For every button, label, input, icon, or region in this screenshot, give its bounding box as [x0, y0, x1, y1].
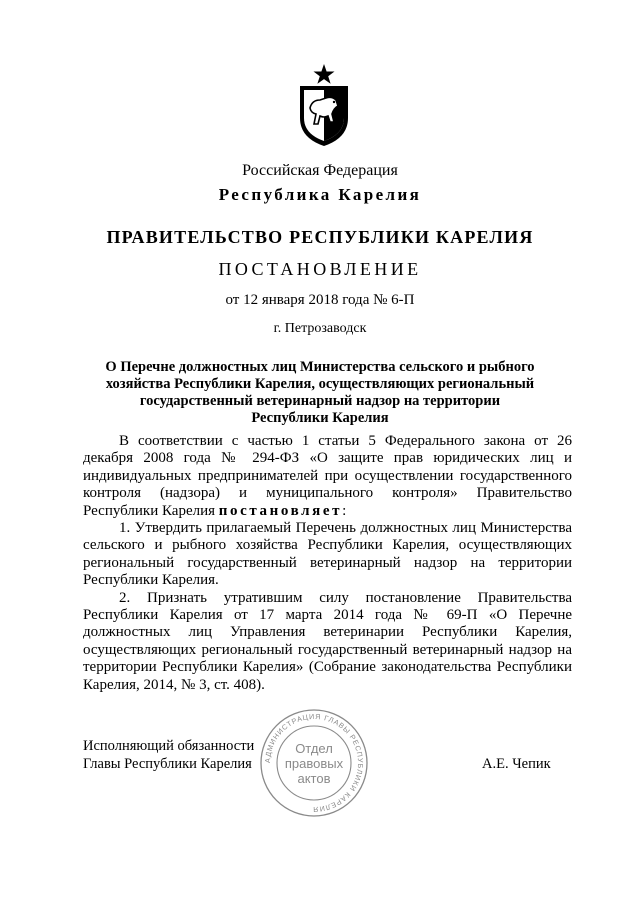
position-line: Главы Республики Карелия	[83, 755, 252, 772]
preamble-colon: :	[342, 502, 347, 519]
title-line: О Перечне должностных лиц Министерства сельского и рыбного	[105, 359, 535, 375]
item-2-paragraph: 2. Признать утратившим силу постановление Правительства Республики Карелия от 17 марта 2014 года № 69-П «О Перечне должностных лиц Управления ветеринарии Республики Карелия, осуществляющих региональный государственный ветеринарный надзор на территории Республики Карелия» (Собрание законодательства Республики Карелия, 2014, № 3, ст. 408).	[83, 589, 572, 693]
city: г. Петрозаводск	[273, 321, 367, 336]
country-name: Российская Федерация	[242, 162, 398, 179]
stamp-line: правовых	[284, 756, 344, 771]
position-line: Исполняющий обязанности	[83, 738, 255, 754]
signatory-name: А.Е. Чепик	[482, 756, 551, 772]
document-title	[80, 359, 560, 427]
title-line: государственный ветеринарный надзор на территории	[139, 393, 501, 409]
stamp-line: актов	[297, 771, 331, 786]
item-1-paragraph: 1. Утвердить прилагаемый Перечень должностных лиц Министерства сельского и рыбного хозяйства Республики Карелия, осуществляющих региональный государственный ветеринарный надзор на территории Республики Карелия.	[83, 520, 572, 589]
signatory-position	[83, 738, 254, 773]
title-line: хозяйства Республики Карелия, осуществляющих региональный	[105, 376, 535, 392]
preamble-paragraph	[83, 433, 572, 520]
republic-name: Республика Карелия	[218, 185, 422, 204]
date-and-number: от 12 января 2018 года № 6-П	[225, 292, 415, 308]
official-stamp	[258, 707, 370, 819]
karelia-coat-of-arms-icon	[294, 62, 354, 148]
stamp-ring-text: АДМИНИСТРАЦИЯ ГЛАВЫ РЕСПУБЛИКИ КАРЕЛИЯ	[262, 711, 366, 815]
resolves-word: постановляет	[218, 502, 343, 519]
title-line: Республики Карелия	[251, 410, 389, 426]
government-name: ПРАВИТЕЛЬСТВО РЕСПУБЛИКИ КАРЕЛИЯ	[106, 227, 534, 247]
preamble-text: В соответствии с частью 1 статьи 5 Федерального закона от 26 декабря 2008 года № 294-ФЗ «О защите прав юридических лиц и индивидуальных предпринимателей при осуществлении государственного контроля (надзора) и муниципального контроля» Правительство Республики Карелия	[83, 433, 572, 519]
document-body	[83, 433, 572, 694]
stamp-line: Отдел	[295, 741, 333, 756]
document-type: ПОСТАНОВЛЕНИЕ	[218, 259, 422, 279]
